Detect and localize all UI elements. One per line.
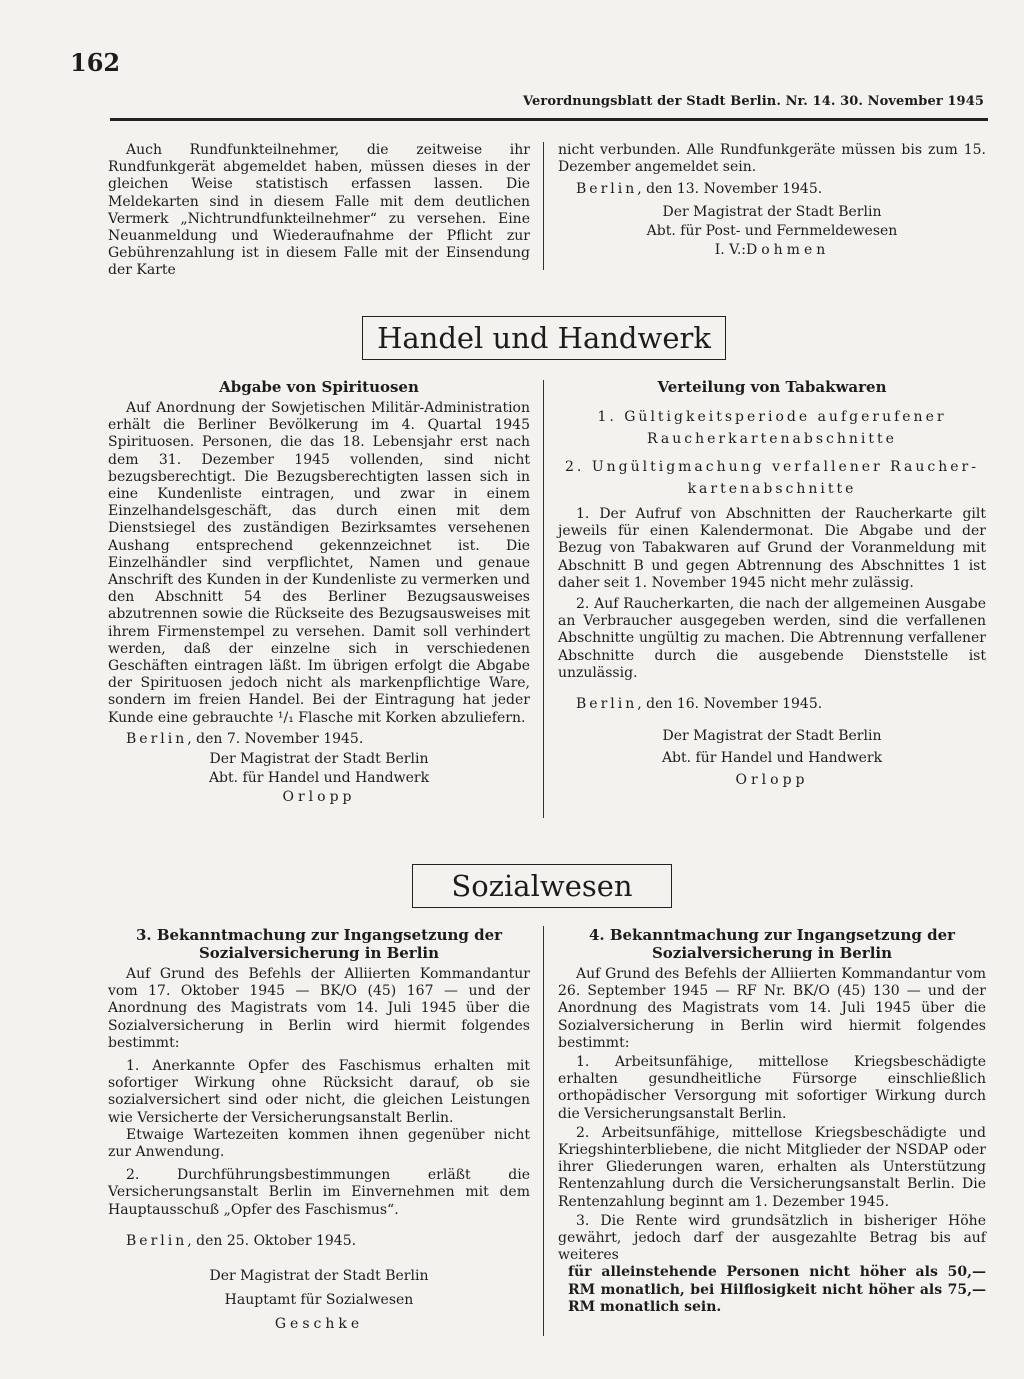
bekanntmachung-3-paragraph-2: 1. Anerkannte Opfer des Faschismus erhalten mit sofortiger Wirkung ohne Rücksicht darauf, ob sie sozialversichert sind oder nicht, die gleichen Leistungen wie Versicherte der Versicherungsanstalt Berlin. — [108, 1058, 530, 1126]
top-sig-surname: Dohmen — [746, 241, 830, 258]
section-title-handel-text: Handel und Handwerk — [377, 321, 711, 355]
page-number: 162 — [70, 48, 121, 77]
top-place: Berlin — [576, 181, 638, 198]
top-sig-prefix: I. V.: — [714, 241, 746, 258]
tabakwaren-paragraph-2: 2. Auf Raucherkarten, die nach der allgemeinen Ausgabe an Verbraucher ausgegeben werden, sind die verfallenen Abschnitte ungültig zu machen. Die Abtrennung verfallener Abschnitte durch die ausgebende Dienststelle ist unzulässig. — [558, 596, 986, 681]
tabakwaren-heading-1-line-2: Raucherkartenabschnitte — [647, 431, 897, 447]
tabakwaren-sig-name: Orlopp — [735, 772, 809, 789]
bekanntmachung-3-paragraph-4: 2. Durchführungsbestimmungen erläßt die Versicherungsanstalt Berlin im Einvernehmen mit dem Hauptausschuß „Opfer des Faschismus“. — [108, 1167, 530, 1218]
bekanntmachung-4-title: 4. Bekanntmachung zur Ingangsetzung der Sozialversicherung in Berlin — [588, 926, 956, 962]
bekanntmachung-3-dateline — [108, 1233, 530, 1250]
spirituosen-sig-abt: Abt. für Handel und Handwerk — [208, 770, 430, 787]
spirituosen-signature — [108, 750, 530, 807]
top-date: , den 13. November 1945. — [637, 181, 823, 198]
top-left-column — [108, 142, 530, 280]
bekanntmachung-3-article — [108, 926, 530, 1336]
bekanntmachung-4-paragraph-3: 2. Arbeitsunfähige, mittellose Kriegsbeschädigte und Kriegshinterbliebene, die nicht Mitglieder der NSDAP oder ihrer Gliederungen waren, erhalten als Unterstützung Rentenzahlung durch die Versicherungsanstalt Berlin. Die Rentenzahlung beginnt am 1. Dezember 1945. — [558, 1124, 986, 1210]
tabakwaren-paragraph-1: 1. Der Aufruf von Abschnitten der Raucherkarte gilt jeweils für einen Kalendermonat. Die Abgabe und der Bezug von Tabakwaren auf Grund der Voranmeldung mit Abschnitt B und gegen Abtrennung des Abschnittes 1 ist daher seit 1. November 1945 nicht mehr zulässig. — [558, 506, 986, 591]
running-head: Verordnungsblatt der Stadt Berlin. Nr. 14. 30. November 1945 — [523, 94, 984, 109]
tabakwaren-place: Berlin — [576, 696, 638, 713]
spirituosen-dateline — [108, 731, 530, 748]
spirituosen-body: Auf Anordnung der Sowjetischen Militär-Administration erhält die Berliner Bevölkerung im 4. Quartal 1945 Spirituosen. Personen, die das 18. Lebensjahr erst nach dem 31. Dezember 1945 vollenden, sind nicht bezugsberechtigt. Die Bezugsberechtigten lassen sich in eine Kundenliste eintragen, und zwar in einem Einzelhandelsgeschäft, das durch einen mit dem Dienstsiegel des zuständigen Bezirksamtes versehenen Aushang entsprechend gekennzeichnet ist. Die Einzelhändler sind verpflichtet, Namen und genaue Anschrift des Kunden in der Kundenliste zu vermerken und den Abschnitt 54 des Berliner Bezugsausweises abzutrennen sowie die Rückseite des Bezugsausweises mit ihrem Firmenstempel zu versehen. Damit soll verhindert werden, daß der einzelne sich in verschiedenen Geschäften eintragen läßt. Im übrigen erfolgt die Abgabe der Spirituosen jedoch nicht als markenpflichtige Ware, sondern im freien Handel. Bei der Eintragung hat jeder Kunde eine gebrauchte ¹/₁ Flasche mit Korken abzuliefern. — [108, 400, 530, 726]
spirituosen-place: Berlin — [126, 730, 188, 747]
tabakwaren-date: , den 16. November 1945. — [637, 696, 823, 713]
spirituosen-date: , den 7. November 1945. — [187, 730, 364, 747]
top-right-paragraph: nicht verbunden. Alle Rundfunkgeräte müssen bis zum 15. Dezember angemeldet sein. — [558, 142, 986, 176]
spirituosen-sig-magistrat: Der Magistrat der Stadt Berlin — [209, 751, 429, 768]
tabakwaren-heading-2-line-1: 2. Ungültigmachung verfallener Raucher- — [565, 459, 979, 475]
bekanntmachung-4-paragraph-4: 3. Die Rente wird grundsätzlich in bisheriger Höhe gewährt, jedoch darf der ausgezahlte Betrag bis auf weiteres — [558, 1212, 986, 1264]
bekanntmachung-3-signature — [108, 1264, 530, 1336]
spirituosen-title: Abgabe von Spirituosen — [219, 378, 419, 396]
spirituosen-article — [108, 378, 530, 807]
top-dateline — [558, 181, 986, 198]
header-rule — [110, 118, 988, 121]
section-title-handel — [362, 316, 726, 360]
top-signature — [558, 203, 986, 260]
top-sig-name — [558, 241, 986, 260]
tabakwaren-article — [558, 378, 986, 791]
bekanntmachung-3-date: , den 25. Oktober 1945. — [187, 1232, 357, 1249]
column-divider-top — [543, 142, 544, 270]
tabakwaren-signature — [558, 725, 986, 791]
tabakwaren-heading-1-line-1: 1. Gültigkeitsperiode aufgerufener — [597, 409, 947, 425]
bekanntmachung-4-paragraph-5: für alleinstehende Personen nicht höher als 50,— RM monatlich, bei Hilflosigkeit nicht höher als 75,— RM monatlich sein. — [568, 1264, 986, 1315]
tabakwaren-heading-1 — [558, 406, 986, 450]
tabakwaren-sig-abt: Abt. für Handel und Handwerk — [661, 750, 883, 767]
section-title-sozialwesen — [412, 864, 672, 908]
bekanntmachung-3-sig-hauptamt: Hauptamt für Sozialwesen — [224, 1292, 414, 1309]
top-right-column — [558, 142, 986, 260]
tabakwaren-sig-magistrat: Der Magistrat der Stadt Berlin — [662, 728, 882, 745]
column-divider-section1 — [543, 380, 544, 818]
bekanntmachung-4-paragraph-2: 1. Arbeitsunfähige, mittellose Kriegsbeschädigte erhalten gesundheitliche Fürsorge einschließlich orthopädischer Versorgung mit sofortiger Wirkung durch die Versicherungsanstalt Berlin. — [558, 1054, 986, 1122]
bekanntmachung-3-paragraph-1: Auf Grund des Befehls der Alliierten Kommandantur vom 17. Oktober 1945 — BK/O (45) 167 — und der Anordnung des Magistrats vom 14. Juli 1945 über die Sozialversicherung in Berlin wird hiermit folgendes bestimmt: — [108, 966, 530, 1051]
tabakwaren-heading-2-line-2: kartenabschnitte — [687, 481, 857, 497]
tabakwaren-heading-2 — [558, 456, 986, 500]
top-left-paragraph: Auch Rundfunkteilnehmer, die zeitweise ihr Rundfunkgerät abgemeldet haben, müssen dieses in der gleichen Weise statistisch erfassen lassen. Die Meldekarten sind in diesem Falle mit dem deutlichen Vermerk „Nichtrundfunkteilnehmer“ zu versehen. Eine Neuanmeldung und Wiederaufnahme der Pflicht zur Gebührenzahlung ist in diesem Falle mit der Einsendung der Karte — [108, 142, 530, 279]
column-divider-section2 — [543, 926, 544, 1336]
bekanntmachung-3-sig-magistrat: Der Magistrat der Stadt Berlin — [209, 1268, 429, 1285]
bekanntmachung-3-place: Berlin — [126, 1232, 188, 1249]
section-title-sozialwesen-text: Sozialwesen — [451, 869, 633, 903]
top-sig-abt: Abt. für Post- und Fernmeldewesen — [646, 222, 898, 239]
tabakwaren-title: Verteilung von Tabakwaren — [657, 378, 887, 396]
top-sig-magistrat: Der Magistrat der Stadt Berlin — [662, 203, 882, 220]
bekanntmachung-3-title: 3. Bekanntmachung zur Ingangsetzung der Sozialversicherung in Berlin — [135, 926, 503, 962]
bekanntmachung-4-article — [558, 926, 986, 1316]
spirituosen-sig-name: Orlopp — [282, 789, 356, 806]
bekanntmachung-3-paragraph-3: Etwaige Wartezeiten kommen ihnen gegenüber nicht zur Anwendung. — [108, 1126, 530, 1161]
tabakwaren-dateline — [558, 696, 986, 713]
bekanntmachung-4-paragraph-1: Auf Grund des Befehls der Alliierten Kommandantur vom 26. September 1945 — RF Nr. BK/O (45) 130 — und der Anordnung des Magistrats vom 14. Juli 1945 über die Sozialversicherung in Berlin wird hiermit folgendes bestimmt: — [558, 966, 986, 1051]
bekanntmachung-3-sig-name: Geschke — [274, 1316, 364, 1333]
